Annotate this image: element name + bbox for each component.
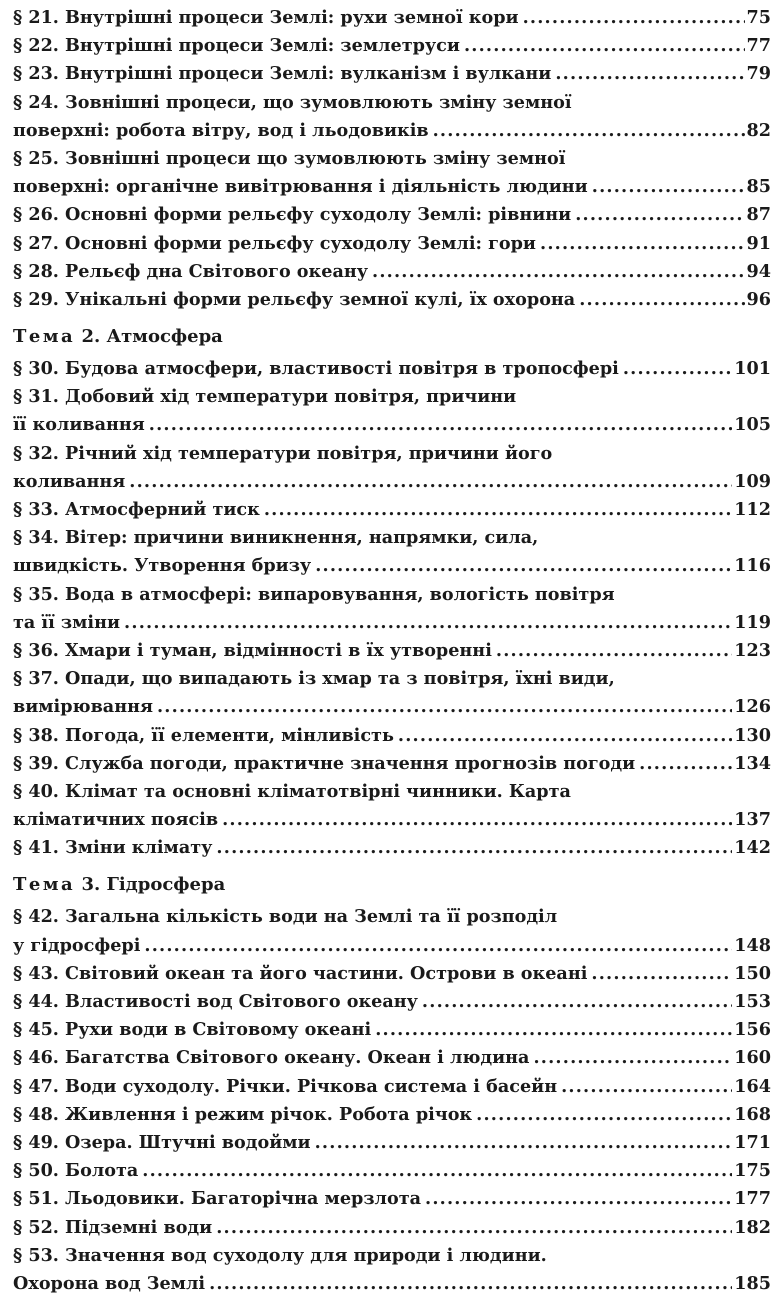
toc-entry-line (13, 834, 771, 862)
topic-title: 3. Гідросфера (81, 874, 226, 896)
toc-entry-text: § 45. Рухи води в Світовому океані (13, 1019, 372, 1041)
toc-entry-text: § 46. Багатства Світового океану. Океан і людина (13, 1047, 530, 1069)
toc-entry-line (13, 145, 771, 173)
toc-entry[interactable] (13, 1157, 771, 1185)
dot-leader (209, 1270, 732, 1298)
toc-entry[interactable] (13, 355, 771, 383)
dot-leader (591, 960, 732, 988)
toc-entry-text: § 41. Зміни клімату (13, 837, 213, 859)
page-number: 185 (734, 1272, 771, 1294)
toc-entry[interactable] (13, 960, 771, 988)
toc-entry-line (13, 722, 771, 750)
dot-leader (496, 637, 732, 665)
toc-entry[interactable] (13, 581, 771, 637)
toc-entry-line (13, 1214, 771, 1242)
toc-entry[interactable] (13, 722, 771, 750)
toc-entry[interactable] (13, 32, 771, 60)
dot-leader (124, 609, 732, 637)
toc-entry-line (13, 665, 771, 693)
toc-entry[interactable] (13, 903, 771, 959)
toc-entry-line (13, 173, 771, 201)
page-number: 182 (734, 1216, 771, 1238)
page-number: 148 (734, 934, 771, 956)
page-number: 94 (746, 260, 771, 282)
toc-entry-line (13, 230, 771, 258)
page-number: 101 (734, 358, 771, 380)
toc-entry[interactable] (13, 1242, 771, 1298)
toc-entry[interactable] (13, 60, 771, 88)
dot-leader (579, 286, 744, 314)
dot-leader (144, 932, 732, 960)
toc-entry[interactable] (13, 258, 771, 286)
page-number: 85 (746, 176, 771, 198)
toc-entry-text: § 52. Підземні води (13, 1216, 213, 1238)
page-number: 109 (734, 470, 771, 492)
toc-entry[interactable] (13, 383, 771, 439)
toc-entry-line (13, 806, 771, 834)
toc-entry-line (13, 960, 771, 988)
dot-leader (216, 1214, 732, 1242)
toc-entry-text: та її зміни (13, 611, 121, 633)
toc-entry-line (13, 1073, 771, 1101)
toc-entry-text: у гідросфері (13, 934, 141, 956)
toc-entry-line (13, 286, 771, 314)
toc-entry-text: § 22. Внутрішні процеси Землі: землетруси (13, 35, 460, 57)
page-number: 134 (734, 752, 771, 774)
topic-heading (13, 320, 771, 353)
page-number: 175 (734, 1160, 771, 1182)
dot-leader (149, 411, 733, 439)
dot-leader (476, 1101, 732, 1129)
topic-heading (13, 868, 771, 901)
toc-entry-line (13, 750, 771, 778)
toc-entry-text: її коливання (13, 414, 145, 436)
toc-entry[interactable] (13, 988, 771, 1016)
toc-entry-line (13, 581, 771, 609)
toc-entry[interactable] (13, 201, 771, 229)
page-number: 126 (734, 696, 771, 718)
dot-leader (592, 173, 745, 201)
toc-entry-text: § 29. Унікальні форми рельєфу земної кулі, їх охорона (13, 288, 576, 310)
dot-leader (375, 1016, 732, 1044)
toc-entry-text: § 47. Води суходолу. Річки. Річкова система і басейн (13, 1075, 558, 1097)
toc-entry-line (13, 637, 771, 665)
toc-entry-text: § 33. Атмосферний тиск (13, 499, 260, 520)
dot-leader (157, 693, 732, 721)
page-number: 105 (734, 414, 771, 436)
toc-section (13, 868, 771, 1298)
toc-entry-line (13, 693, 771, 721)
toc-entry[interactable] (13, 1073, 771, 1101)
toc-entry-text: § 27. Основні форми рельєфу суходолу Землі: гори (13, 232, 536, 254)
toc-entry[interactable] (13, 286, 771, 314)
toc-entry-text: § 39. Служба погоди, практичне значення прогнозів погоди (13, 752, 636, 774)
toc-entry-text: § 24. Зовнішні процеси, що зумовлюють зміну земної (13, 91, 572, 113)
toc-entry[interactable] (13, 1016, 771, 1044)
toc-entry-text: § 25. Зовнішні процеси що зумовлюють зміну земної (13, 147, 566, 169)
page-number: 177 (734, 1188, 771, 1210)
toc-entry-text: § 31. Добовий хід температури повітря, причини (13, 386, 517, 408)
topic-title: 2. Атмосфера (81, 326, 223, 348)
toc-entry-line (13, 1157, 771, 1185)
toc-entry-line (13, 60, 771, 88)
toc-entry-text: § 44. Властивості вод Світового океану (13, 991, 418, 1012)
dot-leader (398, 722, 732, 750)
page-number: 137 (734, 809, 771, 831)
toc-entry-line (13, 1185, 771, 1213)
toc-entry[interactable] (13, 1101, 771, 1129)
toc-entry-line (13, 778, 771, 806)
page-number: 123 (734, 639, 771, 661)
dot-leader (422, 988, 732, 1016)
topic-word: Тема (13, 874, 76, 896)
toc-entry-line (13, 496, 771, 524)
toc-entry-line (13, 609, 771, 637)
toc-entry-text: кліматичних поясів (13, 809, 219, 831)
page-number: 75 (746, 7, 771, 28)
toc-entry-text: § 53. Значення вод суходолу для природи і людини. (13, 1244, 547, 1266)
toc-entry-line (13, 258, 771, 286)
toc-entry-text: вимірювання (13, 696, 153, 718)
toc-entry-line (13, 89, 771, 117)
dot-leader (129, 468, 732, 496)
page-number: 160 (734, 1047, 771, 1069)
toc-entry[interactable] (13, 230, 771, 258)
toc-entry-line (13, 440, 771, 468)
toc-entry-text: поверхні: робота вітру, вод і льодовиків (13, 119, 429, 141)
toc-entry-text: § 26. Основні форми рельєфу суходолу Землі: рівнини (13, 204, 572, 226)
table-of-contents (13, 4, 771, 1298)
toc-entry[interactable] (13, 778, 771, 834)
page-number: 171 (734, 1131, 771, 1153)
toc-entry-text: поверхні: органічне вивітрювання і діяльність людини (13, 176, 588, 198)
toc-entry-line (13, 524, 771, 552)
toc-entry-text: § 36. Хмари і туман, відмінності в їх утворенні (13, 639, 492, 661)
page-number: 96 (746, 288, 771, 310)
dot-leader (222, 806, 732, 834)
toc-entry[interactable] (13, 1129, 771, 1157)
toc-entry-text: коливання (13, 470, 126, 492)
page-number: 112 (734, 499, 771, 520)
toc-entry-text: § 32. Річний хід температури повітря, причини його (13, 442, 553, 464)
toc-entry-line (13, 201, 771, 229)
page-number: 168 (734, 1103, 771, 1125)
toc-entry[interactable] (13, 1185, 771, 1213)
dot-leader (464, 32, 745, 60)
toc-entry-text: швидкість. Утворення бризу (13, 555, 312, 577)
toc-entry-line (13, 1270, 771, 1298)
page-number: 130 (734, 724, 771, 746)
toc-entry[interactable] (13, 637, 771, 665)
toc-entry-line (13, 552, 771, 580)
page-number: 156 (734, 1019, 771, 1041)
toc-entry-text: § 40. Клімат та основні кліматотвірні чинники. Карта (13, 780, 571, 802)
page-number: 153 (734, 991, 771, 1012)
toc-entry-text: Охорона вод Землі (13, 1272, 206, 1294)
dot-leader (216, 834, 732, 862)
dot-leader (142, 1157, 732, 1185)
dot-leader (639, 750, 732, 778)
page-number: 164 (734, 1075, 771, 1097)
dot-leader (264, 496, 732, 524)
topic-word: Тема (13, 326, 76, 348)
toc-entry[interactable] (13, 750, 771, 778)
toc-entry-text: § 50. Болота (13, 1160, 139, 1182)
toc-entry-text: § 37. Опади, що випадають із хмар та з повітря, їхні види, (13, 668, 615, 690)
toc-entry-line (13, 903, 771, 931)
toc-entry-line (13, 988, 771, 1016)
toc-entry-line (13, 411, 771, 439)
page-number: 116 (734, 555, 771, 577)
page-number: 91 (746, 232, 771, 254)
toc-entry-line (13, 117, 771, 145)
toc-entry-text: § 28. Рельєф дна Світового океану (13, 260, 368, 282)
page-number: 119 (734, 611, 771, 633)
toc-entry[interactable] (13, 1044, 771, 1072)
toc-entry-text: § 43. Світовий океан та його частини. Острови в океані (13, 962, 588, 984)
toc-entry-line (13, 355, 771, 383)
toc-entry-text: § 48. Живлення і режим річок. Робота річок (13, 1103, 473, 1125)
page-number: 142 (734, 837, 771, 859)
toc-entry-text: § 34. Вітер: причини виникнення, напрямки, сила, (13, 527, 539, 549)
toc-entry-text: § 35. Вода в атмосфері: випаровування, вологість повітря (13, 583, 615, 605)
dot-leader (623, 355, 732, 383)
toc-entry[interactable] (13, 4, 771, 32)
dot-leader (433, 117, 745, 145)
toc-entry[interactable] (13, 1214, 771, 1242)
toc-entry[interactable] (13, 496, 771, 524)
toc-entry-text: § 30. Будова атмосфери, властивості повітря в тропосфері (13, 358, 619, 380)
dot-leader (540, 230, 745, 258)
dot-leader (561, 1073, 732, 1101)
toc-entry-line (13, 383, 771, 411)
toc-entry-line (13, 932, 771, 960)
toc-entry-text: § 51. Льодовики. Багаторічна мерзлота (13, 1188, 421, 1210)
toc-entry-text: § 49. Озера. Штучні водойми (13, 1131, 311, 1153)
dot-leader (425, 1185, 732, 1213)
toc-entry[interactable] (13, 89, 771, 145)
toc-entry-line (13, 1242, 771, 1270)
dot-leader (372, 258, 745, 286)
toc-entry-text: § 23. Внутрішні процеси Землі: вулканізм і вулкани (13, 63, 552, 85)
toc-entry[interactable] (13, 665, 771, 721)
page-number: 82 (746, 119, 771, 141)
toc-entry-text: § 42. Загальна кількість води на Землі та її розподіл (13, 906, 558, 928)
dot-leader (555, 60, 744, 88)
toc-section (13, 320, 771, 862)
toc-entry-line (13, 1101, 771, 1129)
toc-entry-line (13, 32, 771, 60)
page-number: 87 (746, 204, 771, 226)
dot-leader (575, 201, 744, 229)
toc-entry-text: § 21. Внутрішні процеси Землі: рухи земної кори (13, 7, 519, 28)
toc-entry[interactable] (13, 145, 771, 201)
dot-leader (315, 1129, 733, 1157)
toc-entry-line (13, 1044, 771, 1072)
toc-entry[interactable] (13, 834, 771, 862)
toc-entry-text: § 38. Погода, її елементи, мінливість (13, 724, 394, 746)
toc-entry-line (13, 4, 771, 32)
page-number: 79 (746, 63, 771, 85)
toc-entry[interactable] (13, 440, 771, 496)
toc-entry-line (13, 468, 771, 496)
page-number: 150 (734, 962, 771, 984)
dot-leader (533, 1044, 732, 1072)
dot-leader (523, 4, 745, 32)
dot-leader (315, 552, 732, 580)
toc-entry-line (13, 1129, 771, 1157)
toc-entry[interactable] (13, 524, 771, 580)
toc-section (13, 4, 771, 314)
page-number: 77 (746, 35, 771, 57)
toc-entry-line (13, 1016, 771, 1044)
